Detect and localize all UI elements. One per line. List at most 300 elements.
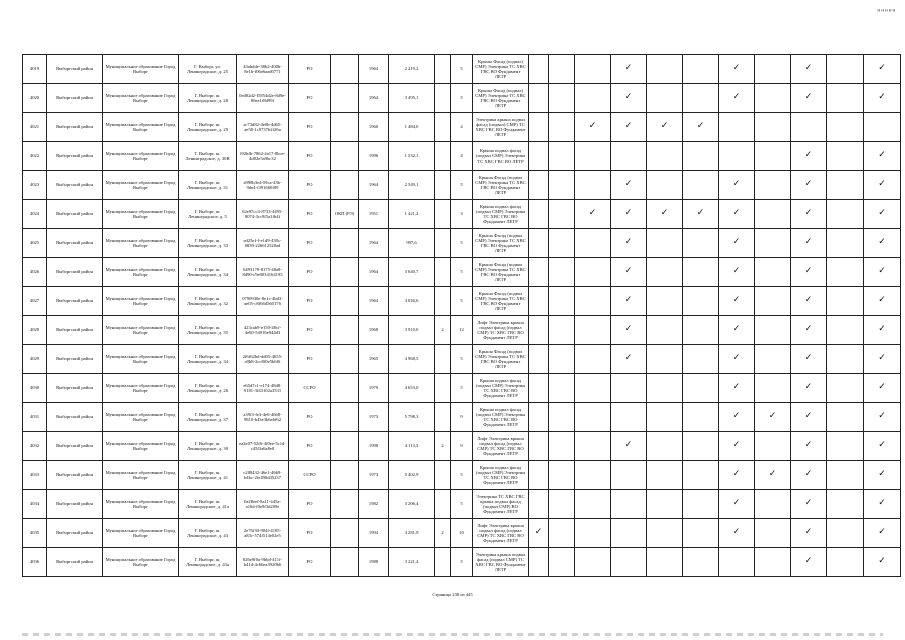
table-row	[23, 113, 901, 142]
area-cell: 5 402,9	[389, 461, 435, 490]
area-cell: 4 026,6	[389, 287, 435, 316]
empty-check-cell	[827, 287, 864, 316]
entrances-cell	[435, 374, 451, 403]
empty-check-cell	[647, 345, 683, 374]
empty-check-cell	[647, 55, 683, 84]
floors-cell: 9	[451, 432, 473, 461]
org-type-cell: РО	[289, 403, 331, 432]
empty-check-cell	[575, 84, 611, 113]
year-cell: 1964	[359, 55, 389, 84]
entrances-cell	[435, 490, 451, 519]
register-cell	[331, 490, 359, 519]
row-number: 4034	[23, 490, 47, 519]
entrances-cell: 2	[435, 519, 451, 548]
floors-cell: 5	[451, 374, 473, 403]
checkmark-icon: ✓	[864, 55, 901, 84]
checkmark-icon: ✓	[719, 432, 755, 461]
municipality-cell: Муниципальное образование Город Выборг	[103, 345, 179, 374]
empty-check-cell	[683, 142, 719, 171]
empty-check-cell	[683, 287, 719, 316]
year-cell: 1964	[359, 84, 389, 113]
checkmark-icon: ✓	[791, 490, 827, 519]
municipality-cell: Муниципальное образование Город Выборг	[103, 200, 179, 229]
empty-check-cell	[529, 490, 549, 519]
row-number: 4024	[23, 200, 47, 229]
entrances-cell: 2	[435, 432, 451, 461]
org-type-cell: РО	[289, 519, 331, 548]
checkmark-icon: ✓	[529, 519, 549, 548]
year-cell: 1982	[359, 490, 389, 519]
org-type-cell: РО	[289, 171, 331, 200]
checkmark-icon: ✓	[791, 84, 827, 113]
row-number: 4020	[23, 84, 47, 113]
year-cell: 1964	[359, 258, 389, 287]
empty-check-cell	[611, 461, 647, 490]
empty-check-cell	[575, 403, 611, 432]
empty-check-cell	[683, 171, 719, 200]
empty-check-cell	[647, 84, 683, 113]
empty-check-cell	[575, 519, 611, 548]
empty-check-cell	[647, 461, 683, 490]
empty-check-cell	[529, 403, 549, 432]
works-list-cell: Электрика крыша подвал фасад (подвал СМР) ТС ХВС ГВС ВО Фундамент ЛЕТР	[473, 548, 529, 577]
area-cell: 2 219,2	[389, 55, 435, 84]
register-cell	[331, 548, 359, 577]
register-cell	[331, 258, 359, 287]
checkmark-icon: ✓	[864, 548, 901, 577]
checkmark-icon: ✓	[791, 548, 827, 577]
table-row	[23, 548, 901, 577]
empty-check-cell	[611, 374, 647, 403]
empty-check-cell	[719, 113, 755, 142]
empty-check-cell	[827, 490, 864, 519]
empty-check-cell	[755, 200, 791, 229]
register-cell	[331, 461, 359, 490]
municipality-cell: Муниципальное образование Город Выборг	[103, 548, 179, 577]
table-row	[23, 142, 901, 171]
table-body	[23, 55, 901, 577]
checkmark-icon: ✓	[864, 432, 901, 461]
register-cell	[331, 316, 359, 345]
works-list-cell: Лифт Электрика крыша подвал фасад (подвал СМР) ТС ХВС ГВС ВО Фундамент ЛЕТР	[473, 316, 529, 345]
checkmark-icon: ✓	[719, 171, 755, 200]
checkmark-icon: ✓	[864, 403, 901, 432]
empty-check-cell	[755, 316, 791, 345]
address-cell: Г. Выборг, ш. Ленинградское, д. 37	[179, 403, 237, 432]
empty-check-cell	[827, 229, 864, 258]
checkmark-icon: ✓	[791, 316, 827, 345]
empty-check-cell	[549, 287, 575, 316]
empty-check-cell	[683, 258, 719, 287]
guid-cell: ea2e07-52f6-4f0ee-5c1d-c45f3a6a8e0	[237, 432, 289, 461]
register-cell	[331, 229, 359, 258]
empty-check-cell	[549, 171, 575, 200]
checkmark-icon: ✓	[864, 229, 901, 258]
checkmark-icon: ✓	[611, 55, 647, 84]
checkmark-icon: ✓	[791, 432, 827, 461]
entrances-cell	[435, 200, 451, 229]
checkmark-icon: ✓	[864, 345, 901, 374]
empty-check-cell	[529, 316, 549, 345]
empty-check-cell	[827, 461, 864, 490]
year-cell: 1998	[359, 432, 389, 461]
row-number: 4028	[23, 316, 47, 345]
empty-check-cell	[575, 171, 611, 200]
empty-check-cell	[549, 490, 575, 519]
district-cell: Выборгский район	[47, 374, 103, 403]
guid-cell: 2e76f30-904f-4195-a83c-574f514e02e5	[237, 519, 289, 548]
entrances-cell	[435, 142, 451, 171]
address-cell: Г. Выборг, ш. Ленинградское, д. 5	[179, 200, 237, 229]
empty-check-cell	[755, 84, 791, 113]
works-list-cell: Крыша Фасад (подвал) СМР) Электрика ТС ХВС ГВС ВО Фундамент ЛЕТР	[473, 84, 529, 113]
empty-check-cell	[827, 548, 864, 577]
empty-check-cell	[529, 171, 549, 200]
district-cell: Выборгский район	[47, 171, 103, 200]
register-cell	[331, 345, 359, 374]
empty-check-cell	[827, 55, 864, 84]
empty-check-cell	[683, 432, 719, 461]
guid-cell: a39f3-fe3-4e6-4668-9810-b43e3b6a6f62	[237, 403, 289, 432]
empty-check-cell	[827, 200, 864, 229]
entrances-cell	[435, 461, 451, 490]
floors-cell: 5	[451, 461, 473, 490]
register-cell	[331, 113, 359, 142]
checkmark-icon: ✓	[611, 432, 647, 461]
checkmark-icon: ✓	[864, 316, 901, 345]
floors-cell: 12	[451, 316, 473, 345]
row-number: 4030	[23, 374, 47, 403]
guid-cell: 0790930e-8e1c-4bd3-ae05-c8f66d560176	[237, 287, 289, 316]
empty-check-cell	[529, 142, 549, 171]
guid-cell: 0a28eef-8a11-445a-a16d-f0e9f3d209e	[237, 490, 289, 519]
checkmark-icon: ✓	[864, 374, 901, 403]
works-list-cell: Крыша подвал фасад (подвал СМР) Электрика ТС ХВС ГВС ВО ЛЕТР	[473, 142, 529, 171]
checkmark-icon: ✓	[575, 200, 611, 229]
empty-check-cell	[575, 461, 611, 490]
checkmark-icon: ✓	[864, 461, 901, 490]
table-row	[23, 200, 901, 229]
entrances-cell	[435, 345, 451, 374]
checkmark-icon: ✓	[864, 200, 901, 229]
page-footer: Страница 238 из 445	[432, 592, 473, 597]
entrances-cell	[435, 171, 451, 200]
empty-check-cell	[791, 113, 827, 142]
empty-check-cell	[647, 229, 683, 258]
table-row	[23, 229, 901, 258]
table-row	[23, 374, 901, 403]
guid-cell: 2f6f62bd-dd05-4655-a9b8-2cc8f0e5b6f6	[237, 345, 289, 374]
year-cell: 1994	[359, 519, 389, 548]
row-number: 4022	[23, 142, 47, 171]
works-list-cell: Крыша Фасад (подвал) СМР) Электрика ТС ХВС ГВС ВО Фундамент ЛЕТР	[473, 55, 529, 84]
empty-check-cell	[611, 548, 647, 577]
works-list-cell: Лифт Электрика крыша подвал фасад (подвал СМР) ТС ХВС ГВС ВО Фундамент ЛЕТР	[473, 432, 529, 461]
works-list-cell: Крыша подвал фасад (подвал СМР) Электрика ТС ХВС ГВС ВО Фундамент ЛЕТР	[473, 374, 529, 403]
empty-check-cell	[647, 490, 683, 519]
empty-check-cell	[575, 229, 611, 258]
checkmark-icon: ✓	[791, 345, 827, 374]
empty-check-cell	[683, 403, 719, 432]
checkmark-icon: ✓	[864, 287, 901, 316]
year-cell: 1988	[359, 548, 389, 577]
works-list-cell: Электрика крыша подвал фасад (подвал) СМР) ТС ХВС ГВС ВО Фундамент ЛЕТР	[473, 113, 529, 142]
org-type-cell: РО	[289, 113, 331, 142]
area-cell: 3 910,0	[389, 316, 435, 345]
org-type-cell: РО	[289, 258, 331, 287]
table-row	[23, 490, 901, 519]
address-cell: Г. Выборг, ш. Ленинградское, д. 34	[179, 258, 237, 287]
empty-check-cell	[549, 432, 575, 461]
address-cell: Г. Выборг, ш. Ленинградское, д. 39	[179, 432, 237, 461]
empty-check-cell	[683, 490, 719, 519]
org-type-cell: ССРО	[289, 461, 331, 490]
municipality-cell: Муниципальное образование Город Выборг	[103, 403, 179, 432]
table-row	[23, 171, 901, 200]
row-number: 4025	[23, 229, 47, 258]
municipality-cell: Муниципальное образование Город Выборг	[103, 374, 179, 403]
municipality-cell: Муниципальное образование Город Выборг	[103, 490, 179, 519]
checkmark-icon: ✓	[611, 113, 647, 142]
floors-cell: 3	[451, 200, 473, 229]
empty-check-cell	[864, 113, 901, 142]
empty-check-cell	[647, 519, 683, 548]
year-cell: 1968	[359, 316, 389, 345]
guid-cell: 0ed82d2-f5854d2e-8d9e-06ea1f8d99f	[237, 84, 289, 113]
register-cell	[331, 519, 359, 548]
empty-check-cell	[755, 55, 791, 84]
address-cell: Г. Выборг, ш. Ленинградское, д. 29	[179, 113, 237, 142]
works-list-cell: Крыша подвал фасад (подвал СМР) Электрика ТС ХВС ГВС ВО Фундамент ЛЕТР	[473, 461, 529, 490]
entrances-cell	[435, 287, 451, 316]
checkmark-icon: ✓	[611, 200, 647, 229]
works-list-cell: Крыша подвал фасад (подвал СМР) Электрика ТС ХВС ГВС ВО Фундамент ЛЕТР	[473, 403, 529, 432]
checkmark-icon: ✓	[719, 229, 755, 258]
checkmark-icon: ✓	[719, 403, 755, 432]
org-type-cell: РО	[289, 490, 331, 519]
empty-check-cell	[549, 374, 575, 403]
empty-check-cell	[575, 490, 611, 519]
empty-check-cell	[755, 258, 791, 287]
empty-check-cell	[683, 461, 719, 490]
municipality-cell: Муниципальное образование Город Выборг	[103, 55, 179, 84]
floors-cell: 5	[451, 171, 473, 200]
guid-cell: 62e97cc3-8733-4495-8074-3cc9f5a1fb4f	[237, 200, 289, 229]
empty-check-cell	[647, 287, 683, 316]
empty-check-cell	[647, 432, 683, 461]
empty-check-cell	[575, 142, 611, 171]
checkmark-icon: ✓	[719, 490, 755, 519]
checkmark-icon: ✓	[791, 258, 827, 287]
checkmark-icon: ✓	[864, 84, 901, 113]
district-cell: Выборгский район	[47, 316, 103, 345]
checkmark-icon: ✓	[719, 345, 755, 374]
empty-check-cell	[549, 316, 575, 345]
empty-check-cell	[575, 287, 611, 316]
area-cell: 4 653,0	[389, 374, 435, 403]
table-row	[23, 84, 901, 113]
empty-check-cell	[719, 142, 755, 171]
address-cell: Г. Выборг, ш. Ленинградское, д. 28	[179, 84, 237, 113]
address-cell: Г. Выборг, ш. Ленинградское, д. 34	[179, 345, 237, 374]
org-type-cell: РО	[289, 55, 331, 84]
floors-cell: 5	[451, 84, 473, 113]
empty-check-cell	[755, 345, 791, 374]
works-list-cell: Крыша Фасад (подвал СМР) Электрика ТС ХВС ГВС ВО Фундамент ЛЕТР	[473, 345, 529, 374]
empty-check-cell	[529, 55, 549, 84]
guid-cell: ac73d82-4e0b-4d65-ae58-1c9737b2f26a	[237, 113, 289, 142]
empty-check-cell	[549, 200, 575, 229]
municipality-cell: Муниципальное образование Город Выборг	[103, 287, 179, 316]
guid-cell: ed25ef-f-e1d9-430c-8839-226612520ad	[237, 229, 289, 258]
year-cell: 1964	[359, 229, 389, 258]
guid-cell: 43ahdde-3862-400b-8e1b-f06e6aad0771	[237, 55, 289, 84]
empty-check-cell	[755, 490, 791, 519]
org-type-cell: ССРО	[289, 374, 331, 403]
row-number: 4027	[23, 287, 47, 316]
empty-check-cell	[827, 519, 864, 548]
empty-check-cell	[529, 461, 549, 490]
guid-cell: 826e9f0a-9bbd-411f-b41d-4c66ea3920b6	[237, 548, 289, 577]
empty-check-cell	[755, 142, 791, 171]
guid-cell: c288432-46e1-4669-b4bc-2fe490d45237	[237, 461, 289, 490]
empty-check-cell	[549, 55, 575, 84]
empty-check-cell	[827, 374, 864, 403]
row-number: 4029	[23, 345, 47, 374]
empty-check-cell	[549, 84, 575, 113]
guid-cell: 423cab9-e150-48cf-4e60-54916e944d3	[237, 316, 289, 345]
year-cell: 1951	[359, 200, 389, 229]
checkmark-icon: ✓	[864, 490, 901, 519]
address-cell: Г. Выборг, ш. Ленинградское, д. 43а	[179, 548, 237, 577]
guid-cell: a998b3e4-59ca-43b-9de4-f391660f09	[237, 171, 289, 200]
empty-check-cell	[755, 171, 791, 200]
checkmark-icon: ✓	[611, 171, 647, 200]
checkmark-icon: ✓	[864, 171, 901, 200]
checkmark-icon: ✓	[611, 229, 647, 258]
municipality-cell: Муниципальное образование Город Выборг	[103, 461, 179, 490]
checkmark-icon: ✓	[864, 258, 901, 287]
table-row	[23, 258, 901, 287]
empty-check-cell	[827, 432, 864, 461]
district-cell: Выборгский район	[47, 229, 103, 258]
empty-check-cell	[549, 345, 575, 374]
checkmark-icon: ✓	[755, 403, 791, 432]
empty-check-cell	[755, 432, 791, 461]
municipality-cell: Муниципальное образование Город Выборг	[103, 432, 179, 461]
municipality-cell: Муниципальное образование Город Выборг	[103, 258, 179, 287]
empty-check-cell	[827, 345, 864, 374]
year-cell: 1979	[359, 374, 389, 403]
page-corner-mark: """""	[877, 8, 896, 17]
checkmark-icon: ✓	[611, 287, 647, 316]
housing-registry-table	[22, 54, 901, 577]
empty-check-cell	[827, 316, 864, 345]
checkmark-icon: ✓	[575, 113, 611, 142]
year-cell: 1964	[359, 287, 389, 316]
empty-check-cell	[683, 345, 719, 374]
empty-check-cell	[683, 229, 719, 258]
empty-check-cell	[827, 113, 864, 142]
area-cell: 1 421,2	[389, 200, 435, 229]
municipality-cell: Муниципальное образование Город Выборг	[103, 113, 179, 142]
empty-check-cell	[827, 403, 864, 432]
empty-check-cell	[755, 548, 791, 577]
row-number: 4021	[23, 113, 47, 142]
district-cell: Выборгский район	[47, 345, 103, 374]
table-row	[23, 345, 901, 374]
row-number: 4026	[23, 258, 47, 287]
empty-check-cell	[529, 548, 549, 577]
empty-check-cell	[755, 519, 791, 548]
checkmark-icon: ✓	[611, 258, 647, 287]
checkmark-icon: ✓	[611, 345, 647, 374]
works-list-cell: Крыша Фасад (подвал СМР) Электрика ТС ХВС ГВС ВО Фундамент ЛЕТР	[473, 229, 529, 258]
empty-check-cell	[575, 374, 611, 403]
empty-check-cell	[647, 548, 683, 577]
empty-check-cell	[683, 548, 719, 577]
year-cell: 1973	[359, 403, 389, 432]
year-cell: 1973	[359, 461, 389, 490]
row-number: 4019	[23, 55, 47, 84]
row-number: 4023	[23, 171, 47, 200]
empty-check-cell	[755, 287, 791, 316]
org-type-cell: РО	[289, 84, 331, 113]
checkmark-icon: ✓	[791, 171, 827, 200]
register-cell	[331, 403, 359, 432]
org-type-cell: РО	[289, 316, 331, 345]
area-cell: 3 640,7	[389, 258, 435, 287]
empty-check-cell	[549, 461, 575, 490]
empty-check-cell	[611, 403, 647, 432]
row-number: 4035	[23, 519, 47, 548]
checkmark-icon: ✓	[647, 113, 683, 142]
empty-check-cell	[647, 316, 683, 345]
empty-check-cell	[755, 113, 791, 142]
empty-check-cell	[529, 432, 549, 461]
row-number: 4032	[23, 432, 47, 461]
entrances-cell	[435, 84, 451, 113]
area-cell: 2 549,1	[389, 171, 435, 200]
checkmark-icon: ✓	[791, 287, 827, 316]
area-cell: 1 532,1	[389, 142, 435, 171]
table-row	[23, 55, 901, 84]
empty-check-cell	[549, 258, 575, 287]
empty-check-cell	[529, 229, 549, 258]
empty-check-cell	[611, 142, 647, 171]
address-cell: Г. Выборг, ш. Ленинградское, д. 32	[179, 287, 237, 316]
checkmark-icon: ✓	[719, 316, 755, 345]
empty-check-cell	[647, 142, 683, 171]
row-number: 4036	[23, 548, 47, 577]
row-number: 4031	[23, 403, 47, 432]
empty-check-cell	[575, 258, 611, 287]
checkmark-icon: ✓	[719, 258, 755, 287]
empty-check-cell	[647, 403, 683, 432]
floors-cell: 5	[451, 548, 473, 577]
floors-cell: 10	[451, 519, 473, 548]
empty-check-cell	[575, 345, 611, 374]
district-cell: Выборгский район	[47, 432, 103, 461]
empty-check-cell	[549, 403, 575, 432]
year-cell: 1964	[359, 171, 389, 200]
floors-cell: 5	[451, 287, 473, 316]
district-cell: Выборгский район	[47, 490, 103, 519]
municipality-cell: Муниципальное образование Город Выборг	[103, 84, 179, 113]
address-cell: Г. Выборг, ш. Ленинградское, д. 35	[179, 316, 237, 345]
empty-check-cell	[529, 200, 549, 229]
register-cell	[331, 171, 359, 200]
